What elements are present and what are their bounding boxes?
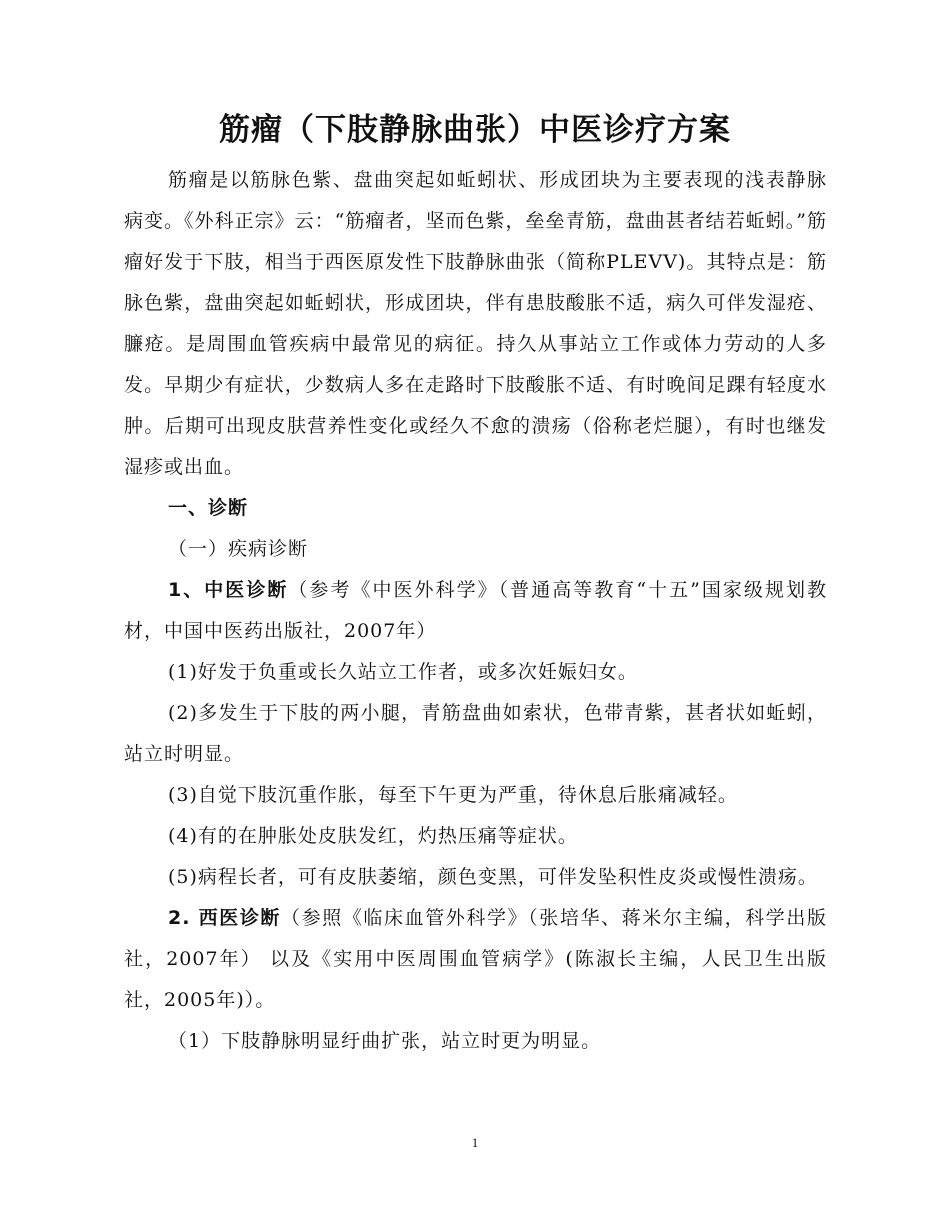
- tcm-item-3: (3)自觉下肢沉重作胀，每至下午更为严重，待休息后胀痛减轻。: [168, 784, 738, 806]
- document-body: [124, 160, 827, 1062]
- subsection-heading-disease-diagnosis: （一）疾病诊断: [168, 538, 309, 560]
- page-number: 1: [471, 1135, 479, 1150]
- tcm-item-2: (2)多发生于下肢的两小腿，青筋盘曲如索状，色带青紫，甚者状如蚯蚓，站立时明显。: [124, 702, 827, 765]
- wm-item-1: （1）下肢静脉明显纡曲扩张，站立时更为明显。: [168, 1030, 602, 1052]
- wm-diagnosis-reference: （参照《临床血管外科学》（张培华、蒋米尔主编，科学出版社，2007年） 以及《实用中医周围血管病学》(陈淑长主编，人民卫生出版社，2005年)）。: [124, 907, 827, 1011]
- tcm-diagnosis-reference: （参考《中医外科学》（普通高等教育“十五”国家级规划教材，中国中医药出版社，2007年）: [124, 579, 827, 642]
- tcm-item-5: (5)病程长者，可有皮肤萎缩，颜色变黑，可伴发坠积性皮炎或慢性溃疡。: [168, 866, 818, 888]
- section-heading-diagnosis: 一、诊断: [168, 497, 249, 519]
- tcm-diagnosis-paragraph: [124, 570, 827, 652]
- wm-diagnosis-paragraph: [124, 898, 827, 1021]
- tcm-diagnosis-label: 1、中医诊断: [168, 579, 289, 601]
- document-title: 筋瘤（下肢静脉曲张）中医诊疗方案: [219, 112, 731, 148]
- tcm-item-4: (4)有的在肿胀处皮肤发红，灼热压痛等症状。: [168, 825, 578, 847]
- wm-diagnosis-label: 2. 西医诊断: [168, 907, 282, 929]
- intro-paragraph: 筋瘤是以筋脉色紫、盘曲突起如蚯蚓状、形成团块为主要表现的浅表静脉病变。《外科正宗》云：“筋瘤者，坚而色紫，垒垒青筋，盘曲甚者结若蚯蚓。”筋瘤好发于下肢，相当于西医原发性下肢静脉曲张（简称PLEVV)。其特点是：筋脉色紫，盘曲突起如蚯蚓状，形成团块，伴有患肢酸胀不适，病久可伴发湿疮、臁疮。是周围血管疾病中最常见的病征。持久从事站立工作或体力劳动的人多发。早期少有症状，少数病人多在走路时下肢酸胀不适、有时晚间足踝有轻度水肿。后期可出现皮肤营养性变化或经久不愈的溃疡（俗称老烂腿），有时也继发湿疹或出血。: [124, 169, 827, 478]
- tcm-item-1: (1)好发于负重或长久站立工作者，或多次妊娠妇女。: [168, 661, 638, 683]
